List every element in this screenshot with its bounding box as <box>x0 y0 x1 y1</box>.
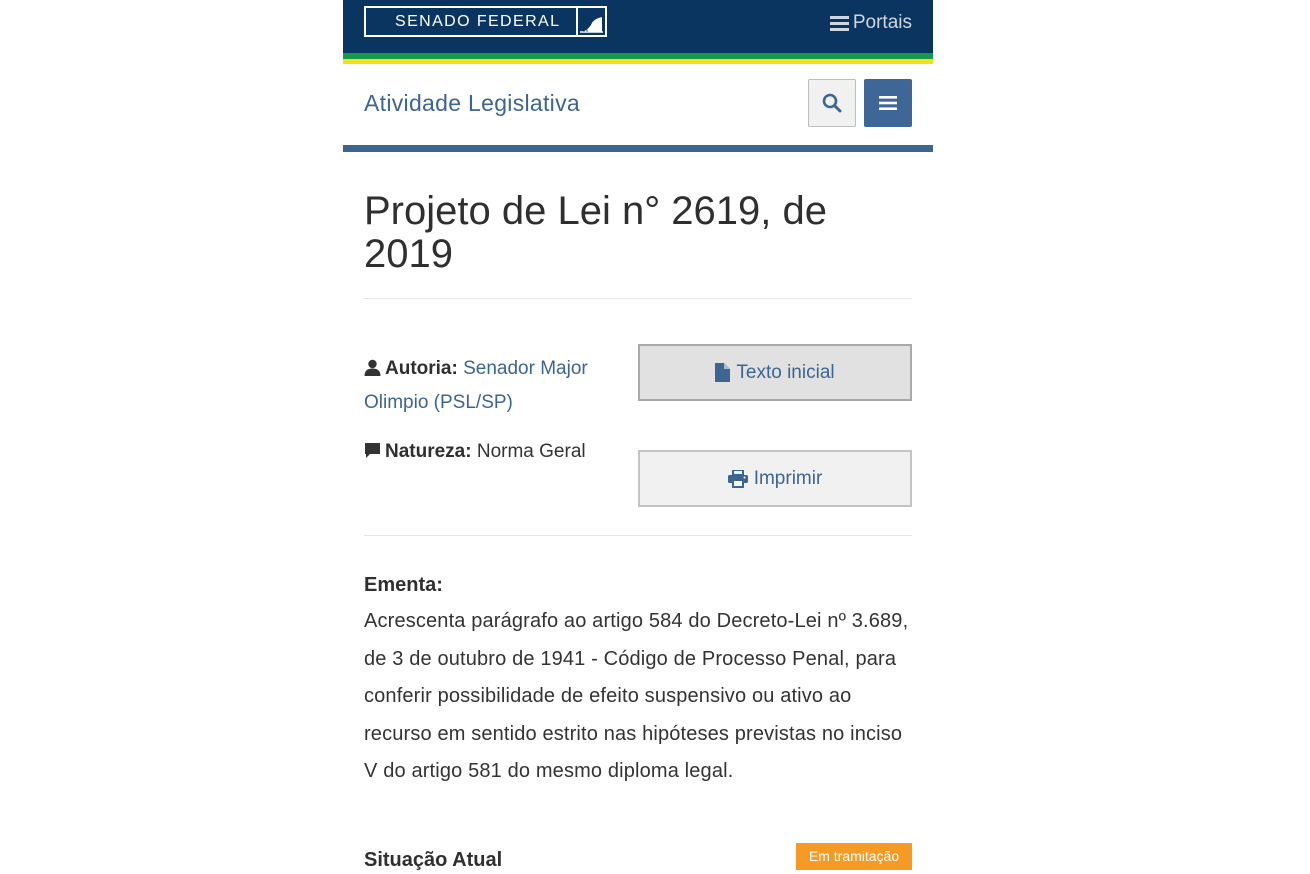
imprimir-button[interactable] <box>638 450 912 507</box>
comment-icon <box>364 442 381 459</box>
file-icon <box>715 363 730 382</box>
page <box>343 0 933 870</box>
section-rule <box>343 145 933 152</box>
divider <box>364 535 912 536</box>
page-title: Projeto de Lei n° 2619, de 2019 <box>364 189 828 276</box>
menu-button[interactable] <box>864 79 912 127</box>
top-banner <box>343 0 933 53</box>
natureza-info <box>364 435 614 469</box>
congress-emblem-icon <box>578 8 605 35</box>
portais-label: Portais <box>852 12 912 33</box>
status-badge: Em tramitação <box>796 843 912 870</box>
divider <box>364 298 912 299</box>
hamburger-icon <box>830 15 849 31</box>
texto-inicial-button[interactable] <box>638 344 912 401</box>
ementa-label: Ementa: <box>364 574 443 596</box>
user-icon <box>364 359 381 376</box>
natureza-value: Norma Geral <box>476 441 586 462</box>
search-button[interactable] <box>808 79 856 127</box>
search-icon <box>822 93 842 113</box>
autoria-info <box>364 352 614 420</box>
hamburger-icon <box>879 95 897 111</box>
texto-inicial-label: Texto inicial <box>736 361 835 383</box>
ementa-text: Acrescenta parágrafo ao artigo 584 do Decreto-Lei nº 3.689, de 3 de outubro de 1941 - Código de Processo Penal, para conferir possibilidade de efeito suspensivo ou ativo ao recurso em sentido estrito nas hipóteses previstas no inciso V do artigo 581 do mesmo diploma legal. <box>364 610 909 782</box>
section-title[interactable]: Atividade Legislativa <box>364 90 580 116</box>
senado-logo[interactable] <box>364 6 607 37</box>
natureza-label: Natureza: <box>385 441 472 462</box>
situacao-label: Situação Atual <box>364 849 503 871</box>
imprimir-label: Imprimir <box>753 467 823 489</box>
logo-text: SENADO FEDERAL <box>395 13 561 30</box>
yellow-stripe <box>343 59 933 64</box>
author-link[interactable]: Senador Major Olimpio (PSL/SP) <box>364 358 588 413</box>
portais-menu[interactable] <box>830 12 912 34</box>
autoria-label: Autoria: <box>385 358 458 379</box>
print-icon <box>728 470 748 488</box>
